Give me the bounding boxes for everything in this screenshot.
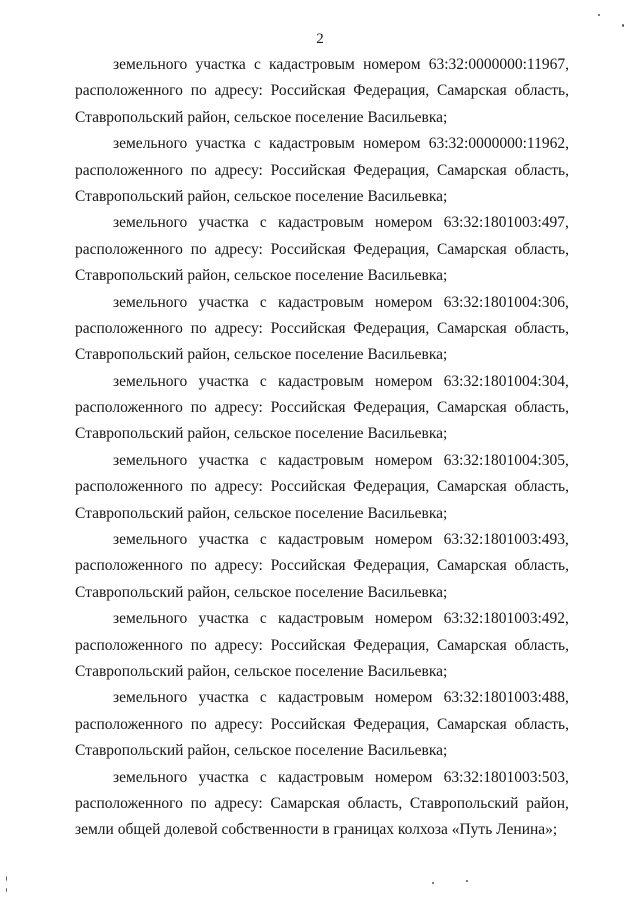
word: с bbox=[259, 451, 267, 469]
word: Российская bbox=[270, 399, 346, 417]
word: с bbox=[259, 689, 267, 707]
word: Федерация, bbox=[353, 82, 430, 100]
word: участка bbox=[195, 56, 246, 73]
word: с bbox=[253, 135, 261, 153]
document-body bbox=[75, 52, 569, 844]
word: кадастровым bbox=[269, 56, 355, 73]
cadastral-number: 63:32:0000000:11967, bbox=[428, 56, 569, 73]
word: расположенного bbox=[75, 161, 183, 179]
word: по bbox=[190, 715, 207, 733]
word: расположенного bbox=[75, 478, 183, 496]
parcel-entry bbox=[75, 131, 569, 210]
word: земельного bbox=[113, 531, 188, 549]
cadastral-number: 63:32:1801004:304, bbox=[443, 372, 569, 390]
word: участка bbox=[198, 689, 249, 707]
word: с bbox=[259, 768, 267, 786]
word: земельного bbox=[113, 768, 188, 786]
word: Российская bbox=[270, 161, 346, 179]
word: адресу: bbox=[214, 399, 263, 417]
word: Самарская bbox=[437, 636, 507, 654]
page-number: 2 bbox=[316, 31, 324, 47]
word: область, bbox=[514, 557, 569, 575]
word: Федерация, bbox=[353, 636, 430, 654]
word: земельного bbox=[113, 372, 188, 390]
word: по bbox=[190, 319, 207, 337]
word: адресу: bbox=[214, 715, 263, 733]
word: область, bbox=[514, 161, 569, 179]
word: Российская bbox=[270, 240, 346, 258]
word: Самарская bbox=[270, 794, 341, 812]
word: область, bbox=[514, 240, 569, 258]
word: участка bbox=[198, 451, 249, 469]
word: кадастровым bbox=[277, 451, 364, 469]
word: номером bbox=[375, 293, 433, 311]
word: номером bbox=[375, 610, 433, 628]
entry-line-3: Ставропольский район, сельское поселение Васильевка; bbox=[75, 662, 448, 680]
word: кадастровым bbox=[277, 610, 364, 628]
scan-speck bbox=[598, 14, 600, 16]
word: номером bbox=[375, 214, 433, 232]
word: Федерация, bbox=[353, 557, 430, 575]
word: область, bbox=[514, 319, 569, 337]
word: Федерация, bbox=[353, 715, 430, 733]
word: участка bbox=[198, 768, 249, 786]
word: расположенного bbox=[75, 82, 183, 100]
entry-line-1 bbox=[75, 131, 569, 157]
word: земельного bbox=[113, 610, 188, 628]
word: адресу: bbox=[214, 161, 263, 179]
word: земельного bbox=[113, 56, 188, 73]
word: Федерация, bbox=[353, 478, 430, 496]
word: по bbox=[190, 240, 207, 258]
word: Самарская bbox=[437, 319, 507, 337]
word: Самарская bbox=[437, 161, 507, 179]
parcel-entry bbox=[75, 369, 569, 448]
entry-line-2 bbox=[75, 633, 569, 659]
word: Самарская bbox=[437, 478, 507, 496]
word: Российская bbox=[270, 715, 346, 733]
word: кадастровым bbox=[277, 214, 364, 232]
word: область, bbox=[514, 636, 569, 654]
word: кадастровым bbox=[277, 372, 364, 390]
word: земельного bbox=[113, 451, 188, 469]
entry-line-1 bbox=[75, 448, 569, 474]
word: Самарская bbox=[437, 240, 507, 258]
scan-speck bbox=[622, 24, 624, 27]
word: по bbox=[190, 82, 207, 100]
word: Федерация, bbox=[353, 399, 430, 417]
word: с bbox=[259, 214, 267, 232]
word: область, bbox=[514, 82, 569, 100]
word: кадастровым bbox=[277, 293, 364, 311]
word: с bbox=[259, 610, 267, 628]
word: по bbox=[190, 794, 207, 812]
entry-line-3: Ставропольский район, сельское поселение Васильевка; bbox=[75, 108, 448, 126]
word: по bbox=[190, 636, 207, 654]
cadastral-number: 63:32:0000000:11962, bbox=[428, 135, 569, 153]
word: по bbox=[190, 557, 207, 575]
word: адресу: bbox=[214, 636, 263, 654]
entry-line-3: Ставропольский район, сельское поселение Васильевка; bbox=[75, 742, 448, 760]
entry-line-1 bbox=[75, 52, 569, 78]
word: участка bbox=[195, 135, 246, 153]
entry-line-2 bbox=[75, 553, 569, 579]
word: адресу: bbox=[214, 794, 263, 812]
entry-line-1 bbox=[75, 606, 569, 632]
parcel-entry bbox=[75, 290, 569, 369]
entry-line-2 bbox=[75, 158, 569, 184]
word: участка bbox=[198, 610, 249, 628]
entry-line-1 bbox=[75, 685, 569, 711]
word: Федерация, bbox=[353, 240, 430, 258]
word: номером bbox=[375, 689, 433, 707]
word: земельного bbox=[113, 135, 188, 153]
cadastral-number: 63:32:1801003:488, bbox=[443, 689, 569, 707]
entry-line-2 bbox=[75, 712, 569, 738]
word: участка bbox=[198, 214, 249, 232]
entry-line-2 bbox=[75, 791, 569, 817]
word: Российская bbox=[270, 636, 346, 654]
word: область, bbox=[347, 794, 403, 812]
entry-line-1 bbox=[75, 527, 569, 553]
word: по bbox=[190, 478, 207, 496]
word: Самарская bbox=[437, 557, 507, 575]
scan-speck bbox=[466, 880, 468, 882]
word: с bbox=[259, 531, 267, 549]
word: кадастровым bbox=[277, 689, 364, 707]
parcel-entry bbox=[75, 606, 569, 685]
word: Самарская bbox=[437, 715, 507, 733]
word: Ставропольский bbox=[409, 794, 519, 812]
parcel-entry bbox=[75, 52, 569, 131]
word: кадастровым bbox=[277, 531, 364, 549]
word: Федерация, bbox=[353, 319, 430, 337]
word: участка bbox=[198, 372, 249, 390]
word: номером bbox=[375, 451, 433, 469]
word: расположенного bbox=[75, 636, 183, 654]
entry-line-2 bbox=[75, 395, 569, 421]
word: адресу: bbox=[214, 82, 263, 100]
scan-speck bbox=[6, 888, 7, 892]
word: по bbox=[190, 161, 207, 179]
word: адресу: bbox=[214, 240, 263, 258]
scan-speck bbox=[432, 882, 434, 884]
entry-line-3: земли общей долевой собственности в границах колхоза «Путь Ленина»; bbox=[75, 821, 558, 839]
word: Самарская bbox=[437, 82, 507, 100]
cadastral-number: 63:32:1801004:306, bbox=[443, 293, 569, 311]
word: номером bbox=[375, 768, 433, 786]
word: Федерация, bbox=[353, 161, 430, 179]
entry-line-3: Ставропольский район, сельское поселение Васильевка; bbox=[75, 583, 448, 601]
word: участка bbox=[198, 293, 249, 311]
parcel-entry bbox=[75, 527, 569, 606]
entry-line-1 bbox=[75, 765, 569, 791]
word: с bbox=[259, 372, 267, 390]
word: район, bbox=[526, 794, 569, 812]
cadastral-number: 63:32:1801004:305, bbox=[443, 451, 569, 469]
word: участка bbox=[198, 531, 249, 549]
word: номером bbox=[363, 56, 421, 73]
parcel-entry bbox=[75, 685, 569, 764]
word: область, bbox=[514, 399, 569, 417]
word: Российская bbox=[270, 82, 346, 100]
entry-line-2 bbox=[75, 78, 569, 104]
word: Российская bbox=[270, 478, 346, 496]
word: земельного bbox=[113, 689, 188, 707]
word: земельного bbox=[113, 293, 188, 311]
word: номером bbox=[363, 135, 421, 153]
word: номером bbox=[375, 372, 433, 390]
word: Российская bbox=[270, 319, 346, 337]
entry-line-1 bbox=[75, 369, 569, 395]
word: Российская bbox=[270, 557, 346, 575]
word: расположенного bbox=[75, 557, 183, 575]
entry-line-3: Ставропольский район, сельское поселение Васильевка; bbox=[75, 187, 448, 205]
word: расположенного bbox=[75, 319, 183, 337]
word: по bbox=[190, 399, 207, 417]
word: адресу: bbox=[214, 478, 263, 496]
entry-line-1 bbox=[75, 290, 569, 316]
cadastral-number: 63:32:1801003:497, bbox=[443, 214, 569, 232]
word: земельного bbox=[113, 214, 188, 232]
parcel-entry bbox=[75, 765, 569, 844]
word: адресу: bbox=[214, 319, 263, 337]
entry-line-3: Ставропольский район, сельское поселение Васильевка; bbox=[75, 425, 448, 443]
word: с bbox=[259, 293, 267, 311]
entry-line-1 bbox=[75, 210, 569, 236]
word: Самарская bbox=[437, 399, 507, 417]
word: с bbox=[253, 56, 261, 73]
cadastral-number: 63:32:1801003:493, bbox=[443, 531, 569, 549]
entry-line-3: Ставропольский район, сельское поселение Васильевка; bbox=[75, 504, 448, 522]
word: расположенного bbox=[75, 399, 183, 417]
word: номером bbox=[375, 531, 433, 549]
entry-line-2 bbox=[75, 237, 569, 263]
word: расположенного bbox=[75, 240, 183, 258]
cadastral-number: 63:32:1801003:503, bbox=[443, 768, 569, 786]
entry-line-3: Ставропольский район, сельское поселение Васильевка; bbox=[75, 346, 448, 364]
word: область, bbox=[514, 478, 569, 496]
entry-line-2 bbox=[75, 316, 569, 342]
scan-speck bbox=[6, 876, 7, 881]
entry-line-3: Ставропольский район, сельское поселение Васильевка; bbox=[75, 267, 448, 285]
entry-line-2 bbox=[75, 474, 569, 500]
word: расположенного bbox=[75, 794, 183, 812]
word: кадастровым bbox=[269, 135, 355, 153]
word: расположенного bbox=[75, 715, 183, 733]
word: адресу: bbox=[214, 557, 263, 575]
word: область, bbox=[514, 715, 569, 733]
parcel-entry bbox=[75, 210, 569, 289]
cadastral-number: 63:32:1801003:492, bbox=[443, 610, 569, 628]
word: кадастровым bbox=[277, 768, 364, 786]
parcel-entry bbox=[75, 448, 569, 527]
